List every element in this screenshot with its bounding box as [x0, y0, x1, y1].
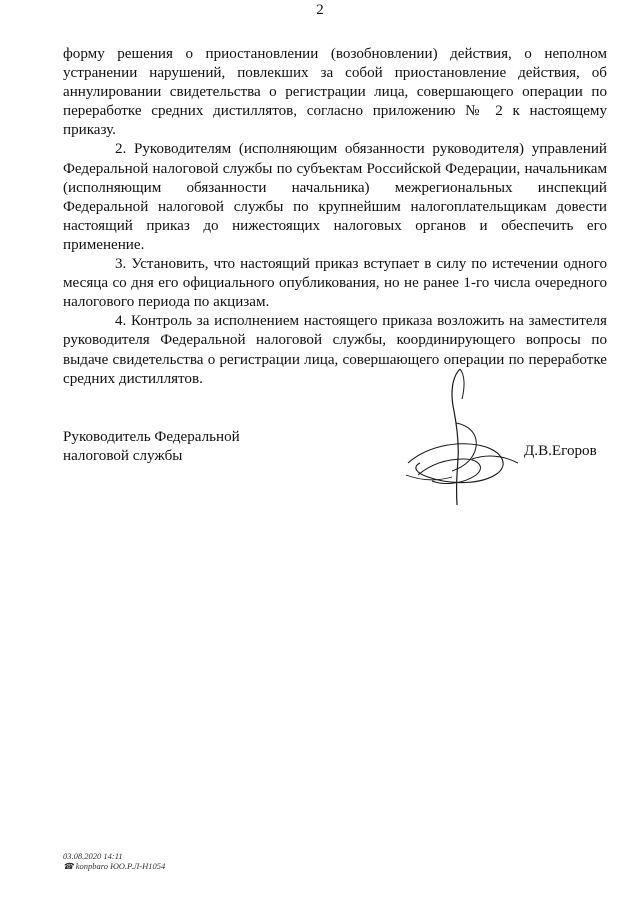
signatory-title — [63, 428, 240, 466]
page-number: 2 — [316, 2, 324, 18]
signatory-title-line-1: Руководитель Федеральной — [63, 429, 240, 445]
paragraph-4: 4. Контроль за исполнением настоящего приказа возложить на заместителя руководителя Федеральной налоговой службы, координирующего вопросы по выдаче свидетельства о регистрации лица, совершающего операции по переработке средних дистиллятов. — [63, 313, 607, 387]
footer-reference: ☎ konpbaro ЮО.Р.Л-Н1054 — [63, 861, 166, 871]
paragraph-3: 3. Установить, что настоящий приказ вступает в силу по истечении одного месяца со дня его официального опубликования, но не ранее 1-го числа очередного налогового периода по акцизам. — [63, 256, 607, 311]
signatory-title-line-2: налоговой службы — [63, 448, 183, 464]
document-footer — [63, 851, 165, 871]
footer-timestamp: 03.08.2020 14:11 — [63, 851, 123, 861]
handwritten-signature-icon — [402, 363, 526, 511]
document-body — [63, 45, 607, 389]
paragraph-1-continuation: форму решения о приостановлении (возобновлении) действия, о неполном устранении нарушений, повлекших за собой приостановление действия, об аннулировании свидетельства о регистрации лица, совершающего операции по переработке средних дистиллятов, согласно приложению № 2 к настоящему приказу. — [63, 46, 607, 139]
paragraph-2: 2. Руководителям (исполняющим обязанности руководителя) управлений Федеральной налоговой службы по субъектам Российской Федерации, начальникам (исполняющим обязанности начальника) межрегиональных инспекций Федеральной налоговой службы по крупнейшим налогоплательщикам довести настоящий приказ до нижестоящих налоговых органов и обеспечить его применение. — [63, 141, 607, 253]
signatory-name: Д.В.Егоров — [524, 443, 597, 459]
